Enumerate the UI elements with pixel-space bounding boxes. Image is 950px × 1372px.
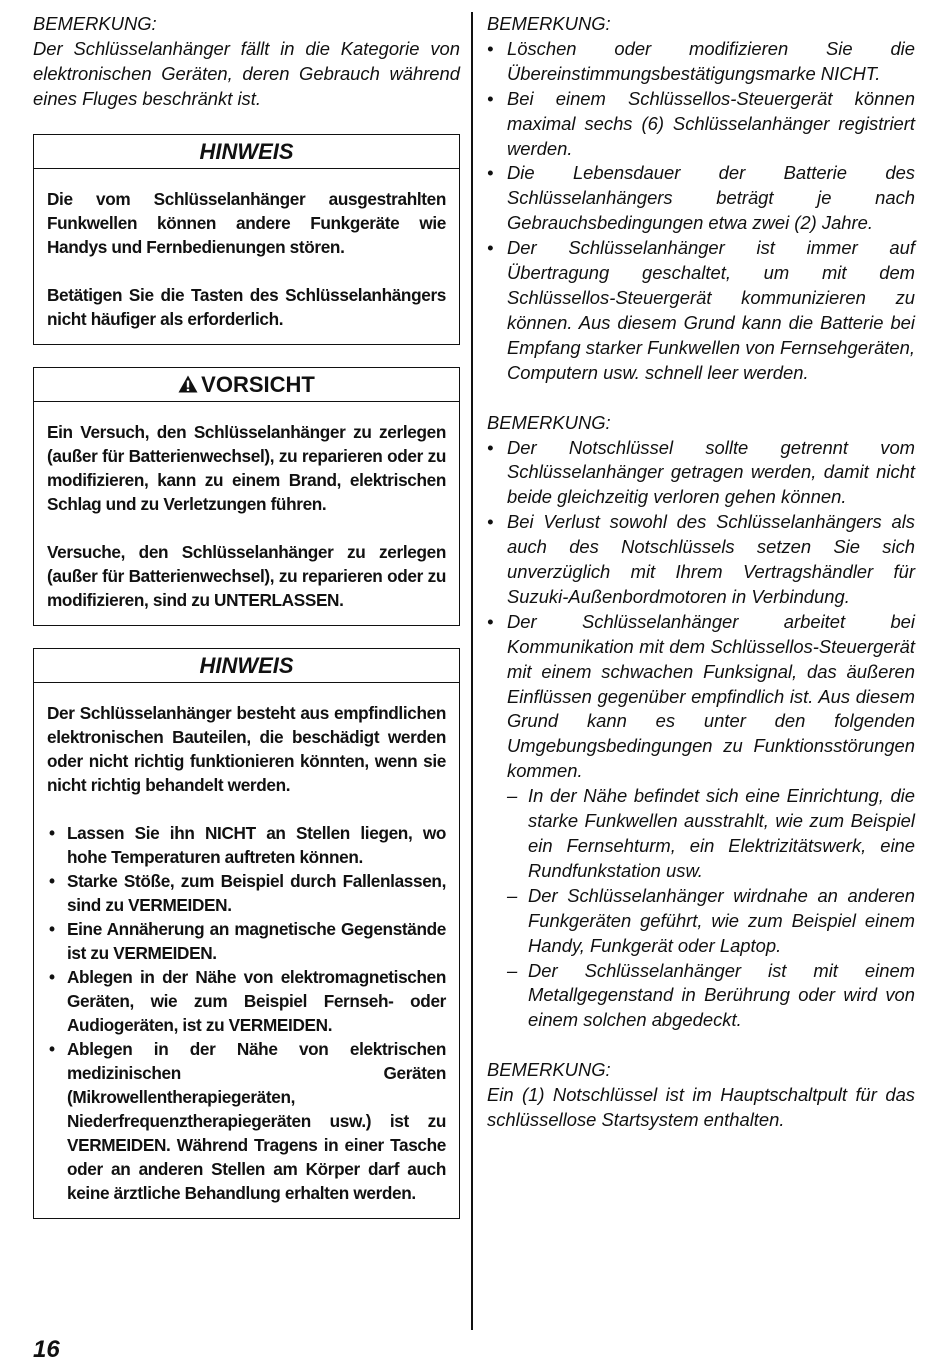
list-item-text: Der Schlüsselanhänger arbeitet bei Kommunikation mit dem Schlüssellos-Steuergerät mit einem schwachen Funksignal, das äußeren Einflüssen gegenüber empfindlich ist. Aus diesem Grund kann es unter den folgenden Umgebungsbedingungen zu Funktionsstörungen kommen. [507,610,915,782]
note-fob-facts [487,12,915,386]
list-item: • Ablegen in der Nähe von elektromagnetischen Geräten, wie zum Beispiel Fernseh- oder Audiogeräten, ist zu VERMEIDEN. [47,965,446,1037]
hinweis-title: HINWEIS [34,135,459,169]
left-column [33,12,460,1219]
column-divider [471,12,473,1330]
note-text: Ein (1) Notschlüssel ist im Hauptschaltpult für das schlüssellose Startsystem enthalten. [487,1084,915,1131]
hinweis-box-radio-interference [33,134,460,345]
sub-list-item: – Der Schlüsselanhänger ist mit einem Metallgegenstand in Berührung oder wird von einem solchen abgedeckt. [507,959,915,1034]
note-dash-list [507,784,915,1033]
vorsicht-paragraph: Ein Versuch, den Schlüsselanhänger zu zerlegen (außer für Batterienwechsel), zu reparieren oder zu modifizieren, kann zu einem Brand, elektrischen Schlag und zu Verletzungen führen. [47,421,446,514]
note-emergency-key-included [487,1058,915,1133]
note-bullet-list [487,37,915,386]
hinweis-bullet-list [47,821,446,1205]
vorsicht-paragraph: Versuche, den Schlüsselanhänger zu zerlegen (außer für Batterienwechsel), zu reparieren oder zu modifizieren, sind zu UNTERLASSEN. [47,541,446,610]
vorsicht-header [34,368,459,402]
list-item: • Lassen Sie ihn NICHT an Stellen liegen, wo hohe Temperaturen auftreten können. [47,821,446,869]
vorsicht-box [33,367,460,626]
sub-list-item: – In der Nähe befindet sich eine Einrichtung, die starke Funkwellen ausstrahlt, wie zum Beispiel ein Fernsehturm, ein Elektrizitätswerk, eine Rundfunkstation usw. [507,784,915,884]
hinweis-body [34,683,459,1218]
note-label: BEMERKUNG: [487,411,611,433]
note-label: BEMERKUNG: [33,13,157,34]
list-item: • Eine Annäherung an magnetische Gegenstände ist zu VERMEIDEN. [47,917,446,965]
list-item [487,610,915,1033]
note-flight-restriction [33,12,460,112]
page-number: 16 [33,1336,60,1363]
list-item: • Bei Verlust sowohl des Schlüsselanhängers als auch des Notschlüssels setzen Sie sich unverzüglich mit Ihrem Vertragshändler für Suzuki-Außenbordmotoren in Verbindung. [487,510,915,610]
list-item: • Der Schlüsselanhänger ist immer auf Übertragung geschaltet, um mit dem Schlüssellos-Steuergerät kommunizieren zu können. Aus diesem Grund kann die Batterie bei Empfang starker Funkwellen von Fernsehgeräten, Computern usw. schnell leer werden. [487,236,915,385]
hinweis-box-handling [33,648,460,1219]
vorsicht-title: VORSICHT [201,371,315,397]
hinweis-paragraph: Die vom Schlüsselanhänger ausgestrahlten Funkwellen können andere Funkgeräte wie Handys und Fernbedienungen stören. [47,188,446,257]
list-item: • Ablegen in der Nähe von elektrischen medizinischen Geräten (Mikrowellentherapiegeräten, Niederfrequenztherapiegeräten usw.) ist zu VERMEIDEN. Während Tragens in einer Tasche oder an anderen Stellen am Körper darf auch keine ärztliche Behandlung erhalten werden. [47,1037,446,1205]
sub-list-item: – Der Schlüsselanhänger wirdnahe an anderen Funkgeräten geführt, wie zum Beispiel einem Handy, Funkgerät oder Laptop. [507,884,915,959]
right-column [487,12,915,1133]
list-item: • Der Notschlüssel sollte getrennt vom Schlüsselanhänger getragen werden, damit nicht beide gleichzeitig verloren gehen können. [487,436,915,511]
warning-triangle-icon [178,375,198,393]
vorsicht-body [34,402,459,625]
hinweis-body [34,169,459,344]
hinweis-intro: Der Schlüsselanhänger besteht aus empfindlichen elektronischen Bauteilen, die beschädigt werden oder nicht richtig funktionieren könnten, wenn sie nicht richtig behandelt werden. [47,702,446,795]
note-label: BEMERKUNG: [487,1059,611,1081]
list-item: • Die Lebensdauer der Batterie des Schlüsselanhängers beträgt je nach Gebrauchsbedingungen etwa zwei (2) Jahre. [487,161,915,236]
note-bullet-list [487,436,915,1034]
note-emergency-key [487,411,915,1034]
note-label: BEMERKUNG: [487,13,611,34]
hinweis-title: HINWEIS [34,649,459,683]
list-item: • Bei einem Schlüssellos-Steuergerät können maximal sechs (6) Schlüsselanhänger registriert werden. [487,87,915,162]
hinweis-paragraph: Betätigen Sie die Tasten des Schlüsselanhängers nicht häufiger als erforderlich. [47,284,446,329]
list-item: • Löschen oder modifizieren Sie die Übereinstimmungsbestätigungsmarke NICHT. [487,37,915,87]
list-item: • Starke Stöße, zum Beispiel durch Fallenlassen, sind zu VERMEIDEN. [47,869,446,917]
note-text: Der Schlüsselanhänger fällt in die Kategorie von elektronischen Geräten, deren Gebrauch während eines Fluges beschränkt ist. [33,37,460,109]
